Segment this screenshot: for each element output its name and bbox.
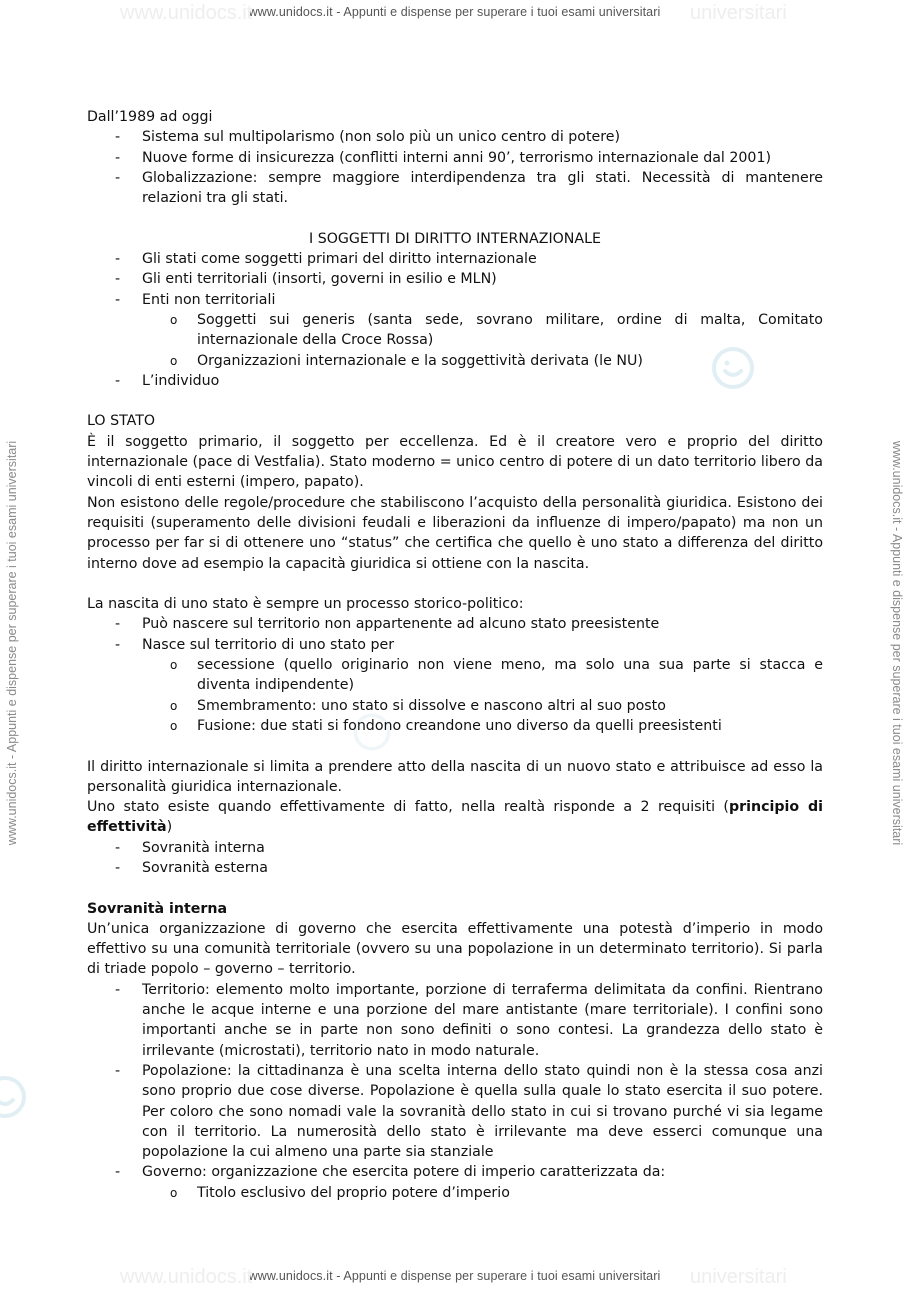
list-item: - Gli stati come soggetti primari del diritto internazionale: [115, 251, 537, 268]
list-item: - L’individuo: [115, 372, 220, 389]
sub-list-item: o Soggetti sui generis (santa sede, sovrano militare, ordine di malta, Comitato internazionale della Croce Rossa): [170, 311, 823, 349]
section-title: I SOGGETTI DI DIRITTO INTERNAZIONALE: [309, 230, 601, 247]
sub-list-item: o Smembramento: uno stato si dissolve e nascono altri al suo posto: [170, 697, 666, 714]
list-item: - Può nascere sul territorio non appartenente ad alcuno stato preesistente: [115, 616, 660, 633]
list-item: - Governo: organizzazione che esercita potere di imperio caratterizzata da: o Titolo esclusivo del proprio potere d’imperio: [87, 1162, 823, 1203]
paragraph: Non esistono delle regole/procedure che stabiliscono l’acquisto della personalità giuridica. Esistono dei requisiti (superamento delle divisioni feudali e liberazioni da influenze di impero/papato) ma non un processo per far si di ottenere uno “status” che certifica che quello è uno stato a differenza del diritto interno dove ad esempio la capacità giuridica si ottiene con la nascita.: [87, 494, 823, 572]
paragraph: Uno stato esiste quando effettivamente di fatto, nella realtà risponde a 2 requisiti (principio di effettività): [87, 799, 823, 836]
list-item: - Popolazione: la cittadinanza è una scelta interna dello stato quindi non è la stessa cosa anzi sono proprio due cose diverse. Popolazione è quella sulla quale lo stato esercita il suo potere. Per coloro che sono nomadi vale la sovranità dello stato in cui si trovano purché vi sia legame con il territorio. La numerosità dello stato è irrilevante ma deve esserci comunque una popolazione la cui almeno una parte sia stanziale: [115, 1062, 823, 1161]
list-item: - Enti non territoriali o Soggetti sui generis (santa sede, sovrano militare, ordine di malta, Comitato internazionale della Croce Rossa) o Organizzazioni internazionale e la soggettività derivata (le NU): [87, 290, 823, 371]
watermark-ghost-top-right: universitari: [690, 2, 787, 24]
watermark-right: www.unidocs.it - Appunti e dispense per superare i tuoi esami universitari: [890, 440, 904, 846]
watermark-bottom: www.unidocs.it - Appunti e dispense per superare i tuoi esami universitari: [248, 1269, 661, 1283]
bullet-list: [87, 127, 823, 208]
bullet-list: [87, 980, 823, 1203]
watermark-ghost-bottom: www.unidocs.it: [120, 1266, 253, 1288]
bullet-list: [87, 614, 823, 736]
list-item: - Gli enti territoriali (insorti, governi in esilio e MLN): [115, 271, 497, 288]
bullet-list: [87, 249, 823, 391]
sub-list: [142, 1183, 823, 1203]
list-item: - Sovranità esterna: [115, 859, 268, 876]
section-heading: LO STATO: [87, 413, 156, 430]
list-item: - Sistema sul multipolarismo (non solo più un unico centro di potere): [115, 129, 621, 146]
sub-list-item: o Fusione: due stati si fondono creandone uno diverso da quelli preesistenti: [170, 717, 722, 734]
bullet-list: [87, 838, 823, 879]
paragraph: Un’unica organizzazione di governo che esercita effettivamente una potestà d’imperio in modo effettivo su una comunità territoriale (ovvero su una popolazione in un determinato territorio). Si parla di triade popolo – governo – territorio.: [87, 920, 823, 978]
paragraph: La nascita di uno stato è sempre un processo storico-politico:: [87, 596, 524, 613]
watermark-ghost-top: www.unidocs.it: [120, 2, 253, 24]
bold-term: principio di effettività: [87, 799, 823, 836]
sub-list-item: o Titolo esclusivo del proprio potere d’imperio: [170, 1184, 510, 1201]
sub-list-item: o secessione (quello originario non viene meno, ma solo una sua parte si stacca e diventa indipendente): [170, 657, 823, 694]
sub-list: [142, 655, 823, 736]
list-item: - Nasce sul territorio di uno stato per o secessione (quello originario non viene meno, ma solo una sua parte si stacca e diventa indipendente) o Smembramento: uno stato si dissolve e nascono altri al suo posto o Fusione: due stati si fondono creandone uno diverso da quelli preesistenti: [87, 635, 823, 736]
list-item: - Territorio: elemento molto importante, porzione di terraferma delimitata da confini. Rientrano anche le acque interne e una porzione del mare antistante (mare territoriale). I confini sono importanti anche se in parte non sono definiti o sono contesi. La grandezza dello stato è irrilevante (microstati), territorio nato in modo naturale.: [115, 981, 823, 1059]
unidocs-logo-icon: [0, 1072, 30, 1122]
list-item: - Nuove forme di insicurezza (conflitti interni anni 90’, terrorismo internazionale dal 2001): [115, 149, 772, 166]
section-heading: Dall’1989 ad oggi: [87, 109, 213, 125]
list-item: - Globalizzazione: sempre maggiore interdipendenza tra gli stati. Necessità di mantenere relazioni tra gli stati.: [115, 169, 823, 207]
paragraph: È il soggetto primario, il soggetto per eccellenza. Ed è il creatore vero e proprio del diritto internazionale (pace di Vestfalia). Stato moderno = unico centro di potere di un dato territorio libero da vincoli di enti esterni (impero, papato).: [87, 433, 823, 491]
sub-list-item: o Organizzazioni internazionale e la soggettività derivata (le NU): [170, 352, 643, 369]
list-item: - Sovranità interna: [115, 839, 265, 856]
sub-list: [142, 310, 823, 371]
section-heading: Sovranità interna: [87, 900, 228, 917]
watermark-top: www.unidocs.it - Appunti e dispense per superare i tuoi esami universitari: [248, 5, 661, 19]
document-body: [87, 107, 823, 1203]
paragraph: Il diritto internazionale si limita a prendere atto della nascita di un nuovo stato e attribuisce ad esso la personalità giuridica internazionale.: [87, 758, 823, 795]
watermark-left: www.unidocs.it - Appunti e dispense per superare i tuoi esami universitari: [5, 440, 19, 846]
watermark-ghost-bottom-right: universitari: [690, 1266, 787, 1288]
